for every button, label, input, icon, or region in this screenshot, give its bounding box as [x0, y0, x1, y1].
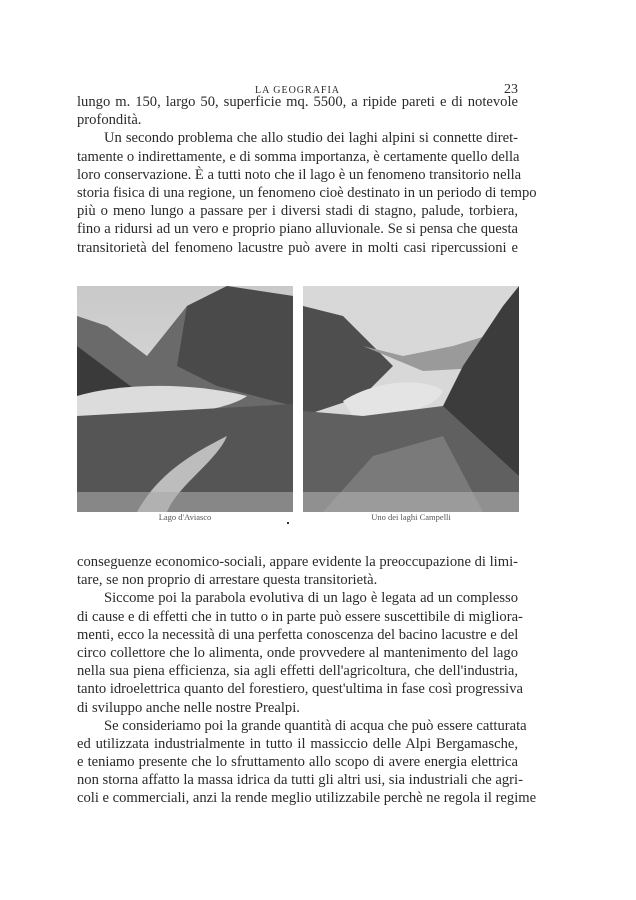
text-line: Un secondo problema che allo studio dei laghi alpini si connette diret-: [104, 130, 518, 147]
figure-caption: Uno dei laghi Campelli: [371, 512, 451, 522]
text-line: tanto idroelettrica quanto del forestiero, quest'ultima in fase così progressiva: [77, 681, 523, 698]
text-line: transitorietà del fenomeno lacustre può avere in molti casi ripercussioni e: [77, 239, 518, 256]
photo-lago-aviasco: [77, 286, 293, 512]
text-line: ed utilizzata industrialmente in tutto il massiccio delle Alpi Bergamasche,: [77, 735, 518, 752]
text-block-bottom: [77, 553, 537, 808]
figure-caption: Lago d'Aviasco: [158, 512, 212, 522]
text-line: menti, ecco la necessità di una perfetta conoscenza del bacino lacustre e del: [77, 626, 519, 643]
text-line: tare, se non proprio di arrestare questa transitorietà.: [77, 572, 378, 589]
running-title: LA GEOGRAFIA: [254, 85, 341, 96]
text-line: Se consideriamo poi la grande quantità di acqua che può essere catturata: [104, 717, 527, 734]
text-line: e teniamo presente che lo sfruttamento allo scopo di avere energia elettrica: [77, 754, 518, 771]
text-line: di sviluppo anche nelle nostre Prealpi.: [77, 699, 300, 716]
text-line: coli e commerciali, anzi la rende meglio utilizzabile perchè ne regola il regime: [77, 790, 537, 807]
text-line: conseguenze economico-sociali, appare evidente la preoccupazione di limi-: [77, 554, 518, 570]
text-block-top: [77, 93, 537, 257]
text-line: storia fisica di una regione, un fenomeno cioè destinato in un periodo di tempo: [77, 184, 537, 201]
text-line: tamente o indirettamente, e di somma importanza, è certamente quello della: [77, 148, 520, 165]
text-line: nella sua piena efficienza, sia agli effetti dell'agricoltura, che dell'industria,: [77, 663, 518, 680]
text-line: circo collettore che lo alimenta, onde provvedere al mantenimento del lago: [77, 644, 518, 661]
photo-laghi-campelli: [303, 286, 519, 512]
text-line: fino a ridursi ad un vero e proprio piano alluvionale. Se si pensa che questa: [77, 221, 518, 238]
text-line: Siccome poi la parabola evolutiva di un lago è legata ad un complesso: [104, 590, 518, 607]
text-line: di cause e di effetti che in tutto o in parte può essere suscettibile di migliora-: [77, 608, 523, 625]
text-line: loro conservazione. È a tutti noto che il lago è un fenomeno transitorio nella: [77, 166, 522, 183]
speck: [287, 522, 289, 524]
text-line: più o meno lungo a passare per i diversi stadi di stagno, palude, torbiera,: [77, 203, 518, 220]
text-line: lungo m. 150, largo 50, superficie mq. 5500, a ripide pareti e di notevole: [77, 94, 518, 110]
page-number: 23: [504, 82, 518, 97]
text-line: non storna affatto la massa idrica da tutti gli altri usi, sia industriali che agri-: [77, 772, 523, 789]
text-line: profondità.: [77, 112, 142, 129]
